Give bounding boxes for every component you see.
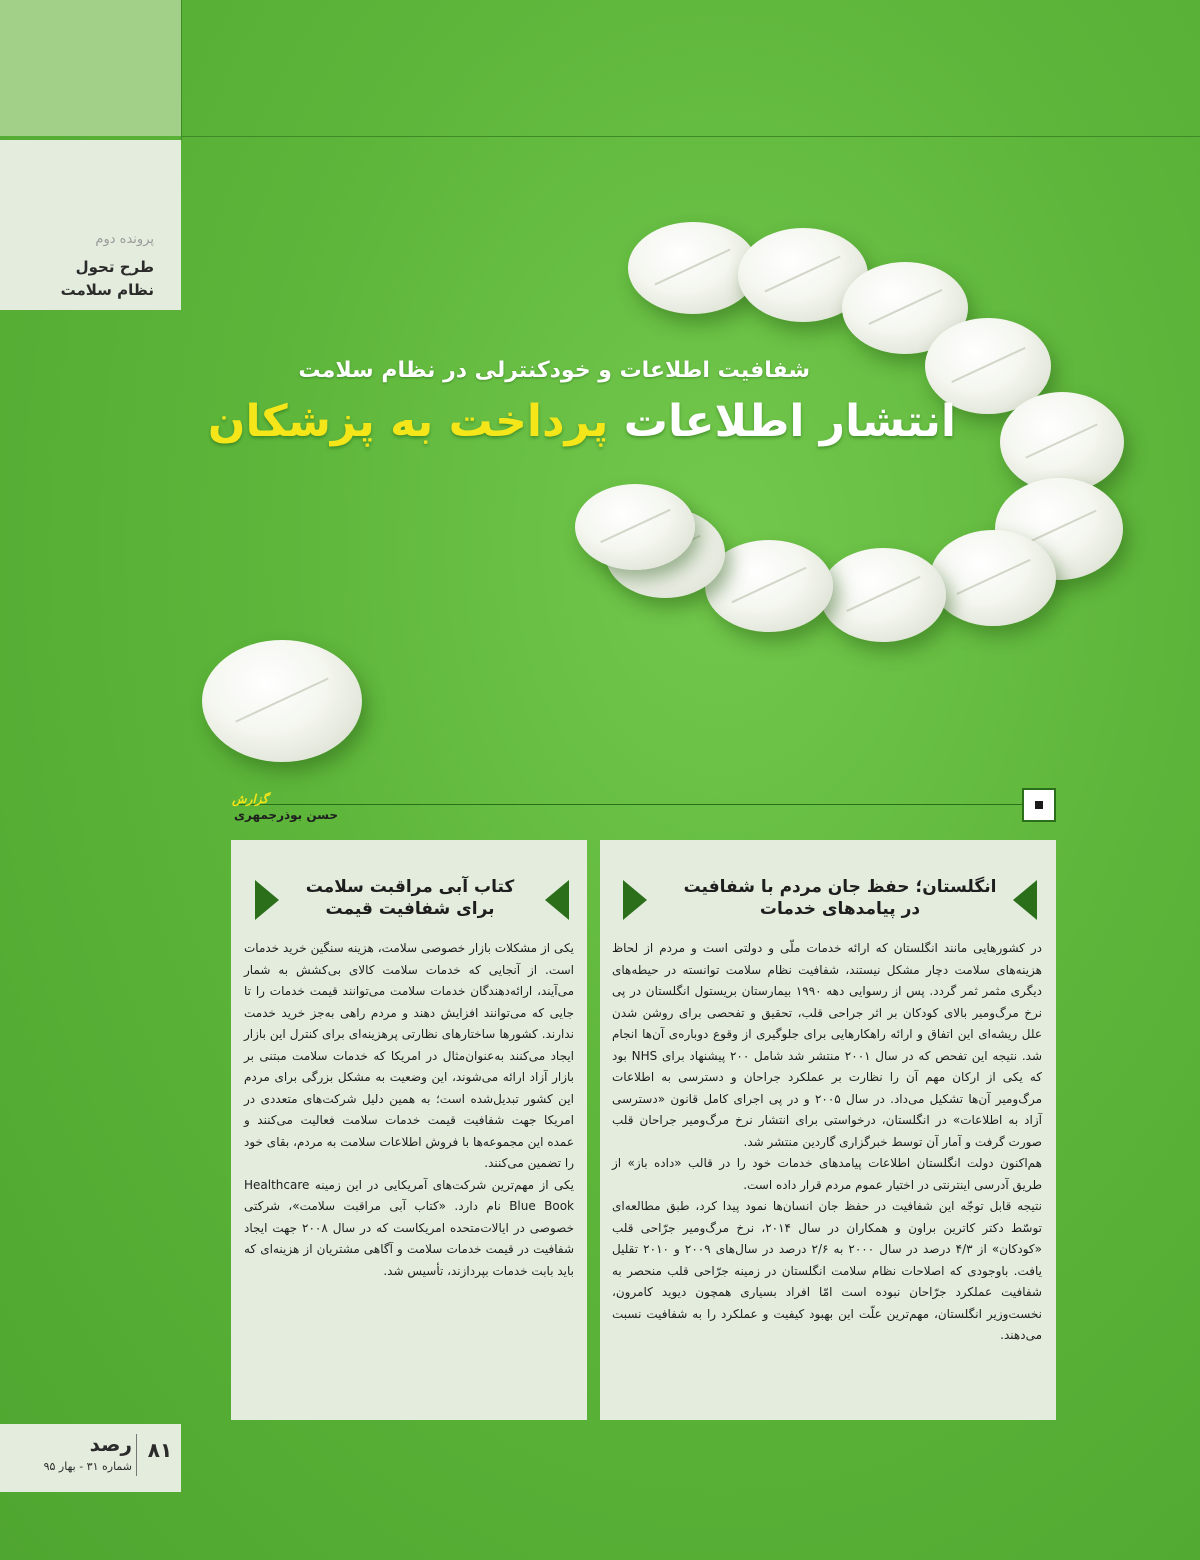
heading-line: در پیامدهای خدمات: [759, 899, 921, 919]
divider: [181, 0, 182, 140]
paragraph: نتیجه قابل توجّه این شفافیت در حفظ جان انسان‌ها نمود پیدا کرد، طبق مطالعه‌ای توسّط دکتر کاترین براون و همکاران در سال ۲۰۱۴، نرخ مرگ‌ومیر جرّاحی قلب «کودکان» از ۴/۳ درصد در سال ۲۰۰۰ به ۲/۶ درصد در سال‌های ۲۰۰۹ و ۲۰۱۰ تقلیل یافت. باوجودی که اصلاحات نظام سلامت انگلستان در زمینه جرّاحی قلب منحصر به شفافیت عملکرد جرّاحان نبوده است امّا افراد بسیاری همچون دیوید کامرون، نخست‌وزیر انگلستان، مهم‌ترین علّت این بهبود کیفیت و عملکرد را به شفافیت نسبت می‌دهند.: [612, 1199, 1042, 1342]
page-number: ۸۱: [147, 1438, 173, 1462]
arrow-left-icon: [1013, 880, 1037, 920]
arrow-left-icon: [545, 880, 569, 920]
paragraph: هم‌اکنون دولت انگلستان اطلاعات پیامدهای خدمات خود را در قالب «داده باز» از طریق آدرسی اینترنتی در اختیار عموم مردم قرار داده است.: [612, 1156, 1042, 1192]
square-bullet-icon: [1022, 788, 1056, 822]
page-title: [207, 396, 956, 447]
section-label: پرونده دوم: [95, 232, 154, 247]
heading-line: کتاب آبی مراقبت سلامت: [305, 877, 515, 897]
divider: [181, 136, 1200, 137]
pill: [575, 484, 695, 570]
article-heading: [680, 876, 1000, 920]
magazine-logo: رصد: [89, 1432, 132, 1456]
paragraph: در کشورهایی مانند انگلستان که ارائه خدمات ملّی و دولتی است و مردم از لحاظ هزینه‌های سلامت دچار مشکل نیستند، شفافیت نظام سلامت توانسته در حیطه‌های دیگری مثمر ثمر گردد. پس از رسوایی دهه ۱۹۹۰ بیمارستان بریستول انگلستان در پی نرخ مرگ‌ومیر بالای کودکان بر اثر جراحی قلب، تحقیق و تفحصی برای روشن شدن علل ریشه‌ای این اتفاق و ارائه راهکارهایی برای جلوگیری از وقوع دوباره‌ی آن‌ها انجام شد. نتیجه این تفحص که در سال ۲۰۰۱ منتشر شد شامل ۲۰۰ پیشنهاد برای NHS بود که یکی از ارکان مهم آن را نظارت بر عملکرد جراحان و دسترسی به اطلاعات مرگ‌ومیر آن‌ها تشکیل می‌داد. در سال ۲۰۰۵ و در پی اجرای کامل قانون «دسترسی آزاد به اطلاعات» در انگلستان، درخواستی برای انتشار نرخ مرگ‌ومیر جراحان قلب صورت گرفت و آمار آن توسط خبرگزاری گاردین منتشر شد.: [612, 941, 1042, 1149]
pill: [202, 640, 362, 762]
author: حسن بوذرجمهری: [233, 808, 338, 822]
report-label: گزارش: [232, 792, 269, 806]
pill: [1000, 392, 1124, 492]
subtitle: شفافیت اطلاعات و خودکنترلی در نظام سلامت: [298, 358, 810, 383]
corner-block: [0, 0, 181, 136]
arrow-right-icon: [255, 880, 279, 920]
section-title: [4, 256, 154, 302]
section-title-line: طرح تحول: [75, 258, 154, 276]
title-part: انتشار اطلاعات: [608, 396, 956, 447]
paragraph: یکی از مشکلات بازار خصوصی سلامت، هزینه سنگین خرید خدمات است. از آنجایی که خدمات سلامت کالای بی‌کشش به شمار می‌آیند، ارائه‌دهندگان خدمات سلامت می‌توانند قیمت خدمات را تا جایی که می‌توانند افزایش دهند و مردم راهی به‌جز خرید خدمت ندارند. کشورها ساختارهای نظارتی پرهزینه‌ای برای کنترل این بازار ایجاد می‌کنند به‌عنوان‌مثال در امریکا که خدمات سلامت مبتنی بر بازار آزاد ارائه می‌شوند، این وضعیت به مشکل بزرگی برای مردم این کشور تبدیل‌شده است؛ به همین دلیل شرکت‌های متعددی در امریکا جهت شفافیت قیمت خدمات سلامت فعالیت می‌کنند و عمده این مجموعه‌ها با فروش اطلاعات سلامت به مردم، بقای خود را تضمین می‌کنند.: [244, 941, 574, 1170]
article-body: [612, 938, 1042, 1347]
heading-line: انگلستان؛ حفظ جان مردم با شفافیت: [683, 877, 997, 897]
section-title-line: نظام سلامت: [60, 281, 154, 299]
box-body: [244, 938, 574, 1282]
heading-line: برای شفافیت قیمت: [325, 899, 495, 919]
arrow-right-icon: [623, 880, 647, 920]
pill: [820, 548, 946, 642]
paragraph: یکی از مهم‌ترین شرکت‌های آمریکایی در این زمینه Healthcare Blue Book نام دارد. «کتاب آبی مراقبت سلامت»، شرکتی خصوصی در ایالات‌متحده امریکاست که در سال ۲۰۰۸ جهت ایجاد شفافیت در قیمت خدمات سلامت و آگاهی مشتریان از هزینه‌ای که باید بابت خدمات بپردازند، تأسیس شد.: [244, 1177, 575, 1278]
box-heading: [285, 876, 535, 920]
divider: [136, 1434, 137, 1476]
title-highlight: پرداخت به پزشکان: [207, 396, 609, 447]
divider: [232, 804, 1034, 805]
issue-info: شماره ۳۱ - بهار ۹۵: [43, 1460, 132, 1473]
pill: [930, 530, 1056, 626]
